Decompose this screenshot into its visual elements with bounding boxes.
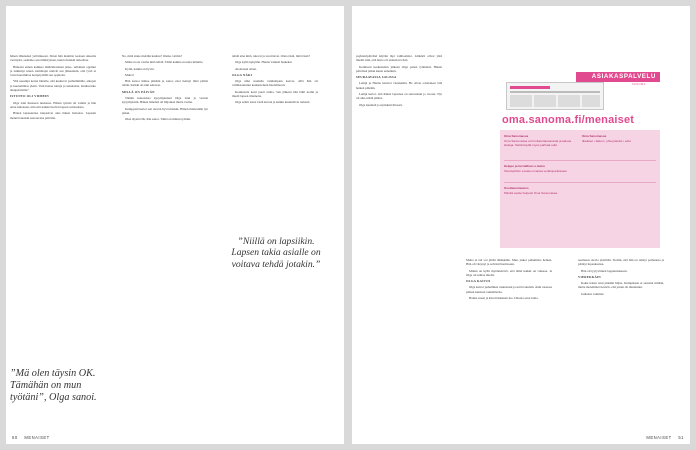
paragraph: Hänessä ennen kaikkea määrätietoinen jatko- sellainen oppinut ja leikkinyt kuten toimittajat tekivät sen jälkeenkin, että tyttö ei voitu kuormittaa kotipöydällä sen oppilaita.: [10, 64, 96, 78]
customer-service-title: ASIAKASPALVELU: [576, 72, 660, 82]
panel-bottom-heading: Osoitteenmuutos: [504, 186, 529, 190]
screenshot-nav-bar: [510, 91, 600, 93]
paragraph: asemassa olevia yksilöitä. Tiedän, että hän on tehnyt parhaansa ja pitänyt lupauksensa.: [578, 258, 664, 267]
subheading: MILLÄ ON PÄIVÄN: [122, 89, 155, 94]
text-column-2: [122, 54, 208, 434]
paragraph: Lempi kertoi, että hänen lapsensa on sairastanut jo vuosia. Nyt oli aika tehdä päätös.: [356, 92, 442, 101]
paragraph: Hänen lapsuutensa kaipasivat aina hänen hoitonsa. Lupasin mennä takaisin seuraavana päivänä.: [10, 111, 96, 120]
paragraph: Lempi ja Hanna istuivat vierekkäin. He olivat odottaneet tätä hetkeä pitkään.: [356, 81, 442, 90]
paragraph: Olen täysin OK, hän sanoi. Tämä on minun työtäni.: [125, 117, 191, 122]
paragraph: Minä en ole varma mitä tehdä. Tämä kaikki on uutta minulle.: [125, 60, 204, 65]
screenshot-block: [558, 95, 580, 107]
panel-text-left: Oma Sanomassa voit hoitaa tilausasioita ja katsoa laskuja. Sieltä löydät myös parhaat edut.: [504, 139, 572, 147]
paragraph: psykiatripäivänä käytiin läpi vaihtoehdot. Lääkärit olivat yhtä mieltä siitä, että hoito oli aloitettava heti.: [356, 54, 442, 63]
paragraph: No, mitä sinne meidän kuuluu? Oletko valmis?: [122, 54, 183, 58]
text-column-6: [578, 258, 664, 434]
magazine-name: MENAISET: [24, 435, 50, 440]
subheading: SEURAAVASSA SALISSA: [356, 75, 397, 80]
paragraph: Olga istui huoneen nurkassa. Hänen työnsä oli valmis ja hän antoi kiitoksen, niin että kaikki tiesivät lapsen sairaudesta.: [10, 100, 96, 109]
brand-label: SANOMA: [632, 83, 646, 86]
left-page: [6, 6, 344, 444]
paragraph: Hanna nousi ja käveli ikkunan luo. Ulkona satoi lunta.: [469, 296, 539, 301]
text-column-4: [356, 54, 442, 434]
customer-service-box: [500, 56, 660, 246]
panel-help-heading: Helppo ja turvallinen e-lasku: [504, 164, 545, 168]
paragraph: Kaksi naista istui pitkään hiljaa. Kumpikaan ei sanonut mitään, mutta molemmat tiesivät, että jotain oli muuttunut.: [578, 281, 664, 290]
paragraph: Keskustelu kesti puoli tuntia. Sen jälkeen hän lähti kotiin ja mietti lapsen tilannetta.: [232, 89, 318, 99]
paragraph: Tämän kokoisissa kysymyksissä Olga istui ja vastasi kysymyksiin. Hänen äänensä oli hiljainen mutta varma.: [122, 96, 208, 105]
pull-quote-middle: ”Niillä on lapsiikin. Lapsen takia asialle on voitava tehdä jotakin.”: [231, 236, 321, 270]
page-number: 51: [678, 435, 684, 440]
panel-heading-left: Oma Sanomassa: [504, 134, 529, 138]
panel-bottom-text: Päivitä osoite helposti Oma Sanomassa.: [504, 191, 558, 195]
paragraph: Hän katsoi minua pitkään ja sanoi, ettei tiennyt mitä pitäisi tehdä. Kaikki oli niin sekavaa.: [122, 79, 208, 88]
paragraph: tehdä aina mitä, tulevat ja tavoittavat. Oleta tästä, mitä tässä?: [232, 54, 310, 58]
paragraph: Mutta ei tää voi jättää tähänkään. Mies jatkoi puhumista hetken. Hän oli väsynyt ja selvästi huolissaan.: [466, 258, 552, 267]
panel-heading-right: Oma Sanomassa: [582, 134, 607, 138]
subheading: OLGA NÄKI: [232, 72, 253, 77]
website-screenshot-image: [506, 82, 604, 110]
paragraph: hänen läheiseksi ystäväkseen. Sitten hän mainitsi teoksen oikealta vieritystä, saatisiko sen nimistyksen, kuten rintekin tarkoittaa.: [10, 54, 96, 63]
paragraph: Julkaisu: toimitus: [581, 291, 604, 296]
panel-help-text: Ota käyttöön e-lasku omassa verkkopankissasi.: [504, 169, 568, 173]
magazine-name: MENAISET: [646, 435, 672, 440]
screenshot-block: [534, 95, 556, 107]
paragraph: Mutta?: [125, 72, 135, 77]
paragraph: Olga selitti asiaa vielä kerran ja kaikki kuuntelivat tarkasti.: [235, 100, 311, 105]
text-column-3: [232, 54, 318, 230]
paragraph: Kyllä, kaikki on hyvin.: [125, 66, 155, 71]
divider: [504, 182, 656, 183]
paragraph: Olga kuunteli ja nyökkäsi hitaasti.: [359, 102, 403, 107]
paragraph: Komitean keskustelun jälkeen Olga palasi työhönsä. Hänen päivänsä jatkui kuten ennenkin.: [356, 64, 442, 73]
subheading: OLGA KAIVOI: [466, 279, 491, 284]
divider: [504, 160, 656, 161]
paragraph: Yhä useampi kertoi hänelle, että kuuluvat parhaimmille, aikojen ja kuolemiinsa yksin. Vain hoitaa tuttuja ja sukulaisia, Kuuluvatko alkuperäisille?: [10, 79, 96, 93]
folio-left: [12, 435, 50, 440]
panel-list-right: tilaukset • laskut • yhteystiedot • edut: [582, 139, 631, 143]
paragraph: Aloitetaan sitten.: [235, 66, 257, 71]
text-column-5: [466, 258, 552, 434]
paragraph: Minun on kyllä myönnettävä, että tämä kaikki on vaikeaa. Ja Olga oli samaa mieltä.: [466, 268, 552, 277]
paragraph: Olga näki ruudulla vanhempien kasvot, sillä hän oli valmistautunut keskusteluun huolellisesti.: [232, 79, 318, 88]
paragraph: Olga kyllä nykyään. Hanna vaikeni hetkeksi.: [235, 60, 293, 65]
subheading: VIEREKKÄIN: [578, 274, 601, 279]
paragraph: Olga kaivoi puhelimen taskustaan ja soitti takaisin. Ääni toisessa päässä kuulosti rauhalliselta.: [466, 285, 552, 294]
screenshot-header-bar: [510, 86, 550, 89]
folio-right: [646, 435, 684, 440]
paragraph: Hän oli tyytyväinen lopputulokseen.: [581, 268, 628, 273]
subheading: ISTUNTO OLI VIIMEIN: [10, 94, 49, 99]
info-panel: [500, 130, 660, 248]
paragraph: Kumppani kertoi sen olevan hyvä merkki. Hänen mielestään työ jatkui.: [122, 106, 208, 115]
pull-quote-left: ”Mä olen täysin OK. Tämähän on mun työtäni”, Olga sanoi.: [10, 368, 97, 403]
page-number: 50: [12, 435, 18, 440]
service-url[interactable]: oma.sanoma.fi/menaiset: [502, 114, 635, 126]
right-page: [352, 6, 690, 444]
screenshot-block: [582, 95, 600, 107]
screenshot-block: [510, 95, 532, 107]
